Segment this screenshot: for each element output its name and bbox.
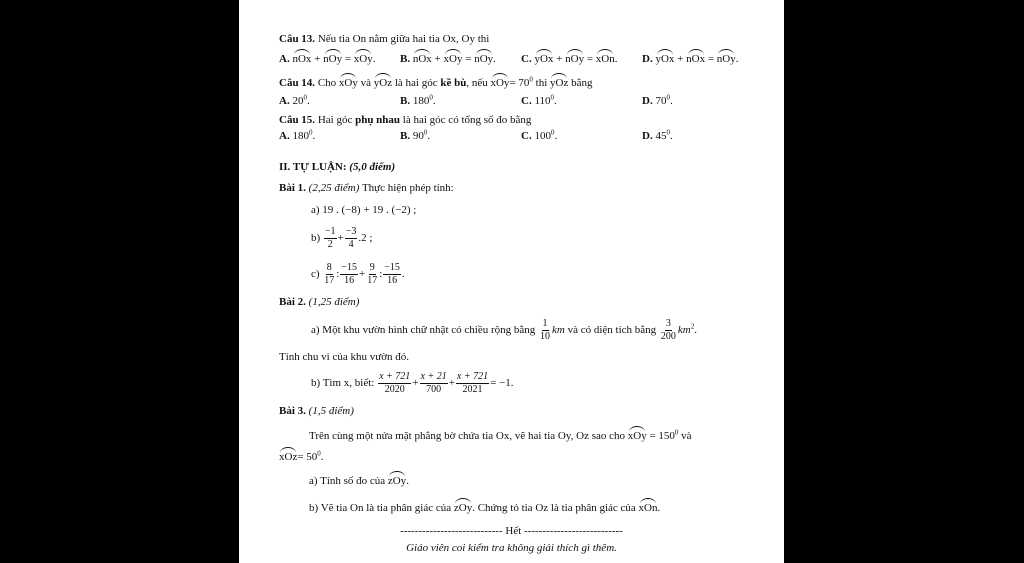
exercise-1a: a) 19 . (−8) + 19 . (−2) ; [311, 204, 417, 216]
section-title: II. TỰ LUẬN: (5,0 điểm) [279, 161, 396, 173]
option-a: A. $20^0$. [279, 93, 310, 107]
option-c: C. yOx + nOy = xOn. [521, 53, 618, 65]
option-c: C. $110^0$. [521, 93, 557, 107]
exercise-1b: b) $\frac{-1}{2}$ + $\frac{-3}{4}$ .2 ; [311, 225, 373, 250]
question-13 [279, 32, 489, 46]
exercise-2b: b) Tìm x, biết: $\frac{x + 721}{2020}$ + $\frac{x + 21}{700}$ + $\frac{x + 721}{2021}$ = −1. [311, 370, 514, 395]
exercise-2a: a) Một khu vườn hình chữ nhật có chiều rộng bằng $\frac{1}{10}$ km và có diện tích bằng $\frac{3}{200}$ $km^2$. [311, 317, 697, 342]
question-label: Câu 13. [279, 33, 316, 45]
option-b: B. $90^0$. [400, 128, 431, 142]
option-b: B. nOx + xOy = nOy. [400, 53, 496, 65]
option-d: D. $45^0$. [642, 128, 673, 142]
exercise-2-header: Bài 2. (1,25 điểm) [279, 296, 360, 308]
option-b: B. $180^0$. [400, 93, 436, 107]
end-marker: ---------------------------- Hết --------------------------- [400, 525, 623, 537]
option-d: D. yOx + nOx = nOy. [642, 53, 739, 65]
option-c: C. $100^0$. [521, 128, 558, 142]
exercise-1-header: Bài 1. (2,25 điểm) Thực hiện phép tính: [279, 182, 454, 194]
option-d: D. $70^0$. [642, 93, 673, 107]
exercise-3-line-2: $xOz= 50^0$. [279, 449, 324, 463]
exercise-3-line-1: Trên cùng một nửa mặt phẳng bờ chứa tia Ox, vẽ hai tia Oy, Oz sao cho xOy = $150^0$ và [309, 428, 692, 442]
footer-note: Giáo viên coi kiểm tra không giải thích gì thêm. [406, 542, 617, 554]
option-a: A. $180^0$. [279, 128, 316, 142]
option-a: A. nOx + nOy = xOy. [279, 53, 376, 65]
fraction: $\frac{-1}{2}$ [324, 225, 336, 250]
exercise-3b: b) Vẽ tia On là tia phân giác của zOy. Chứng tỏ tia Oz là tia phân giác của xOn. [309, 502, 661, 514]
question-15: Câu 15. Hai góc phụ nhau là hai góc có tổng số đo bằng [279, 114, 532, 126]
question-14: Câu 14. Cho xOy và yOz là hai góc kề bù, nếu $xOy= 70^0$ thì yOz bằng [279, 75, 593, 89]
fraction: $\frac{-3}{4}$ [345, 225, 357, 250]
exercise-1c: c) $\frac{8}{17}$ : $\frac{-15}{16}$ + $\frac{9}{17}$ : $\frac{-15}{16}$ . [311, 261, 405, 286]
exercise-2a-continued: Tính chu vi của khu vườn đó. [279, 351, 410, 363]
exam-page [239, 0, 784, 563]
exercise-3-header: Bài 3. (1,5 điểm) [279, 405, 354, 417]
question-text: Nếu tia On nằm giữa hai tia Ox, Oy thì [317, 33, 490, 45]
exercise-3a: a) Tính số đo của zOy. [309, 475, 409, 487]
